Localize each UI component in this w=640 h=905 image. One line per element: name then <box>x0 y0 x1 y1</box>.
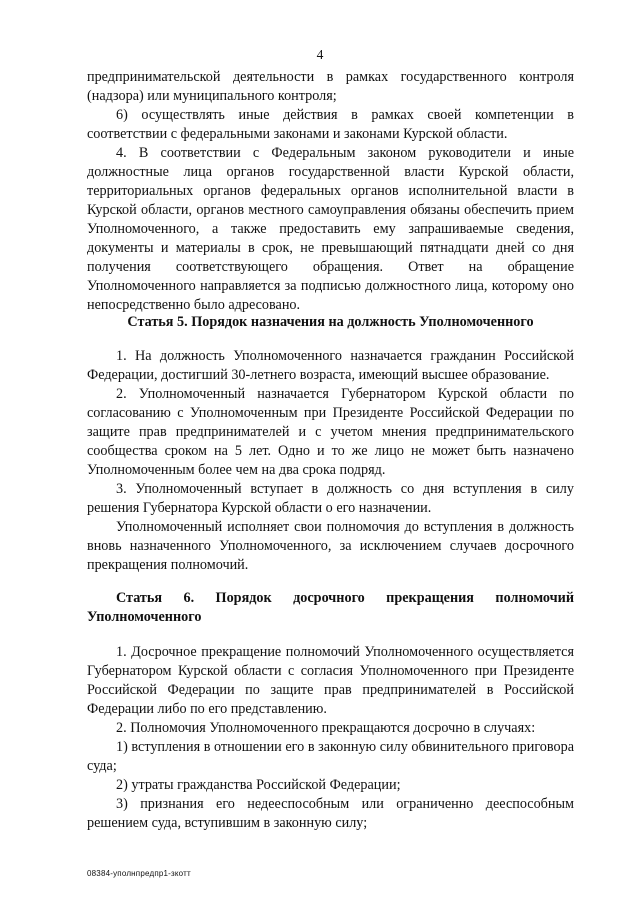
article-6-item-1: 1) вступления в отношении его в законную силу обвинительного приговора суда; <box>87 739 574 774</box>
article-6-paragraph-2: 2. Полномочия Уполномоченного прекращаются досрочно в случаях: <box>116 720 536 736</box>
article-5-heading: Статья 5. Порядок назначения на должность Уполномоченного <box>127 314 534 330</box>
continuation-section <box>87 68 574 315</box>
article-5-paragraph-3: 3. Уполномоченный вступает в должность со дня вступления в силу решения Губернатора Курской области о его назначении. <box>87 481 574 516</box>
article-6-body <box>87 643 574 833</box>
article-6 <box>87 589 574 627</box>
page-number: 4 <box>316 47 324 62</box>
article-5-paragraph-2: 2. Уполномоченный назначается Губернатором Курской области по согласованию с Уполномоченным при Президенте Российской Федерации по защите прав предпринимателей и с учетом мнения предпринимательского сообщества сроком на 5 лет. Одно и то же лицо не может быть назначено Уполномоченным более чем на два срока подряд. <box>87 386 574 478</box>
article-5-paragraph-4: Уполномоченный исполняет свои полномочия до вступления в должность вновь назначенного Уполномоченного, за исключением случаев досрочного прекращения полномочий. <box>87 519 574 573</box>
article-5 <box>87 313 574 332</box>
paragraph-item-6: 6) осуществлять иные действия в рамках своей компетенции в соответствии с федеральными законами и законами Курской области. <box>87 107 574 142</box>
paragraph-continuation: предпринимательской деятельности в рамках государственного контроля (надзора) или муниципального контроля; <box>87 69 574 104</box>
article-6-paragraph-1: 1. Досрочное прекращение полномочий Уполномоченного осуществляется Губернатором Курской области с согласия Уполномоченного при Президенте Российской Федерации по защите прав предпринимателей в Российской Федерации либо по его представлению. <box>87 644 574 717</box>
document-footer-code: 08384-уполнпредпр1-зкотт <box>87 869 191 878</box>
article-5-body <box>87 347 574 575</box>
article-6-item-2: 2) утраты гражданства Российской Федерации; <box>116 777 401 793</box>
article-6-heading: Статья 6. Порядок досрочного прекращения полномочий Уполномоченного <box>87 590 574 625</box>
article-6-item-3: 3) признания его недееспособным или ограниченно дееспособным решением суда, вступившим в законную силу; <box>87 796 574 831</box>
paragraph-clause-4: 4. В соответствии с Федеральным законом руководители и иные должностные лица органов государственной власти Курской области, территориальных органов федеральных органов исполнительной власти в Курской области, органов местного самоуправления обязаны обеспечить прием Уполномоченного, а также предоставить ему запрашиваемые сведения, документы и материалы в срок, не превышающий пятнадцати дней со дня получения соответствующего обращения. Ответ на обращение Уполномоченного направляется за подписью должностного лица, которому оно непосредственно было адресовано. <box>87 145 574 313</box>
article-5-paragraph-1: 1. На должность Уполномоченного назначается гражданин Российской Федерации, достигший 30-летнего возраста, имеющий высшее образование. <box>87 348 574 383</box>
